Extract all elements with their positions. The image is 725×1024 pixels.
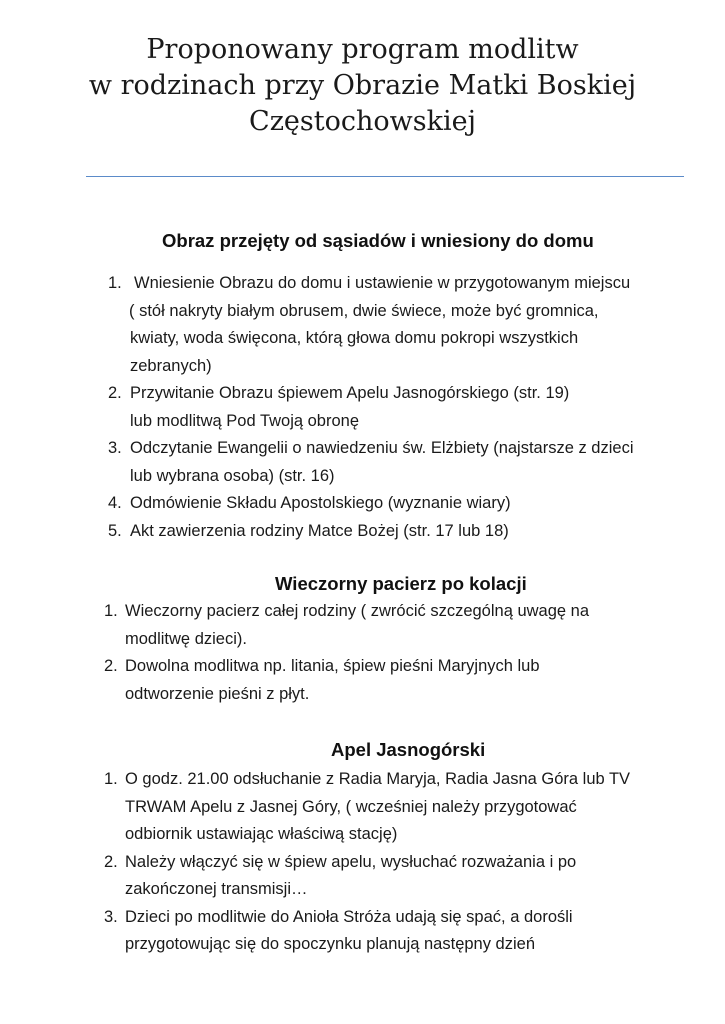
item-line: przygotowując się do spoczynku planują następny dzień (125, 935, 536, 953)
item-number: 1. (104, 770, 118, 788)
item-number: 1. (104, 602, 118, 620)
item-line: Odmówienie Składu Apostolskiego (wyznanie wiary) (130, 494, 511, 512)
title-divider (86, 176, 684, 177)
section-2-list (104, 598, 589, 708)
item-number: 2. (104, 657, 118, 675)
item-line: Akt zawierzenia rodziny Matce Bożej (str. 17 lub 18) (130, 521, 509, 540)
item-line: Należy włączyć się w śpiew apelu, wysłuchać rozważania i po (125, 852, 577, 871)
item-number: 3. (104, 907, 118, 926)
item-line: odbiornik ustawiając właściwą stację) (125, 825, 398, 843)
item-line: Wieczorny pacierz całej rodziny ( zwrócić szczególną uwagę na (125, 602, 590, 620)
item-line: Dzieci po modlitwie do Anioła Stróża udają się spać, a dorośli (125, 907, 573, 926)
section-1-heading: Obraz przejęty od sąsiadów i wniesiony do domu (162, 230, 594, 251)
item-line: Dowolna modlitwa np. litania, śpiew pieśni Maryjnych lub (125, 657, 540, 675)
item-number: 4. (108, 494, 122, 512)
list-item (108, 380, 634, 435)
item-line: Odczytanie Ewangelii o nawiedzeniu św. Elżbiety (najstarsze z dzieci (130, 439, 634, 457)
item-line: modlitwę dzieci). (125, 629, 247, 648)
item-number: 2. (104, 852, 118, 871)
list-item (104, 766, 630, 849)
item-line: odtworzenie pieśni z płyt. (125, 684, 310, 703)
section-1-list (108, 270, 634, 545)
item-line: zakończonej transmisji… (125, 880, 308, 898)
list-item (108, 490, 634, 518)
item-line: lub wybrana osoba) (str. 16) (130, 466, 335, 485)
list-item (104, 849, 630, 904)
item-line: O godz. 21.00 odsłuchanie z Radia Maryja, Radia Jasna Góra lub TV (125, 770, 631, 788)
list-item (104, 653, 589, 708)
item-number: 3. (108, 439, 122, 457)
page-title (40, 32, 685, 140)
item-line: ( stół nakryty białym obrusem, dwie świece, może być gromnica, (129, 301, 599, 320)
title-line-2: w rodzinach przy Obrazie Matki Boskiej (88, 70, 637, 101)
section-3-heading: Apel Jasnogórski (331, 739, 486, 760)
item-line: Przywitanie Obrazu śpiewem Apelu Jasnogórskiego (str. 19) (130, 384, 570, 402)
section-2-heading: Wieczorny pacierz po kolacji (275, 573, 527, 594)
list-item (104, 598, 589, 653)
section-3-list (104, 766, 630, 959)
item-line: kwiaty, woda święcona, którą głowa domu pokropi wszystkich (130, 329, 579, 347)
list-item (108, 270, 634, 380)
item-number: 1. (108, 274, 122, 292)
title-line-1: Proponowany program modlitw (146, 34, 579, 65)
item-line: lub modlitwą Pod Twoją obronę (130, 411, 360, 430)
list-item (104, 904, 630, 959)
list-item (108, 435, 634, 490)
title-line-3: Częstochowskiej (249, 106, 476, 137)
item-line: TRWAM Apelu z Jasnej Góry, ( wcześniej należy przygotować (125, 797, 577, 816)
item-line: zebranych) (130, 356, 212, 375)
item-number: 2. (108, 384, 122, 402)
item-line: Wniesienie Obrazu do domu i ustawienie w przygotowanym miejscu (134, 274, 631, 292)
list-item (108, 518, 634, 546)
item-number: 5. (108, 521, 122, 540)
